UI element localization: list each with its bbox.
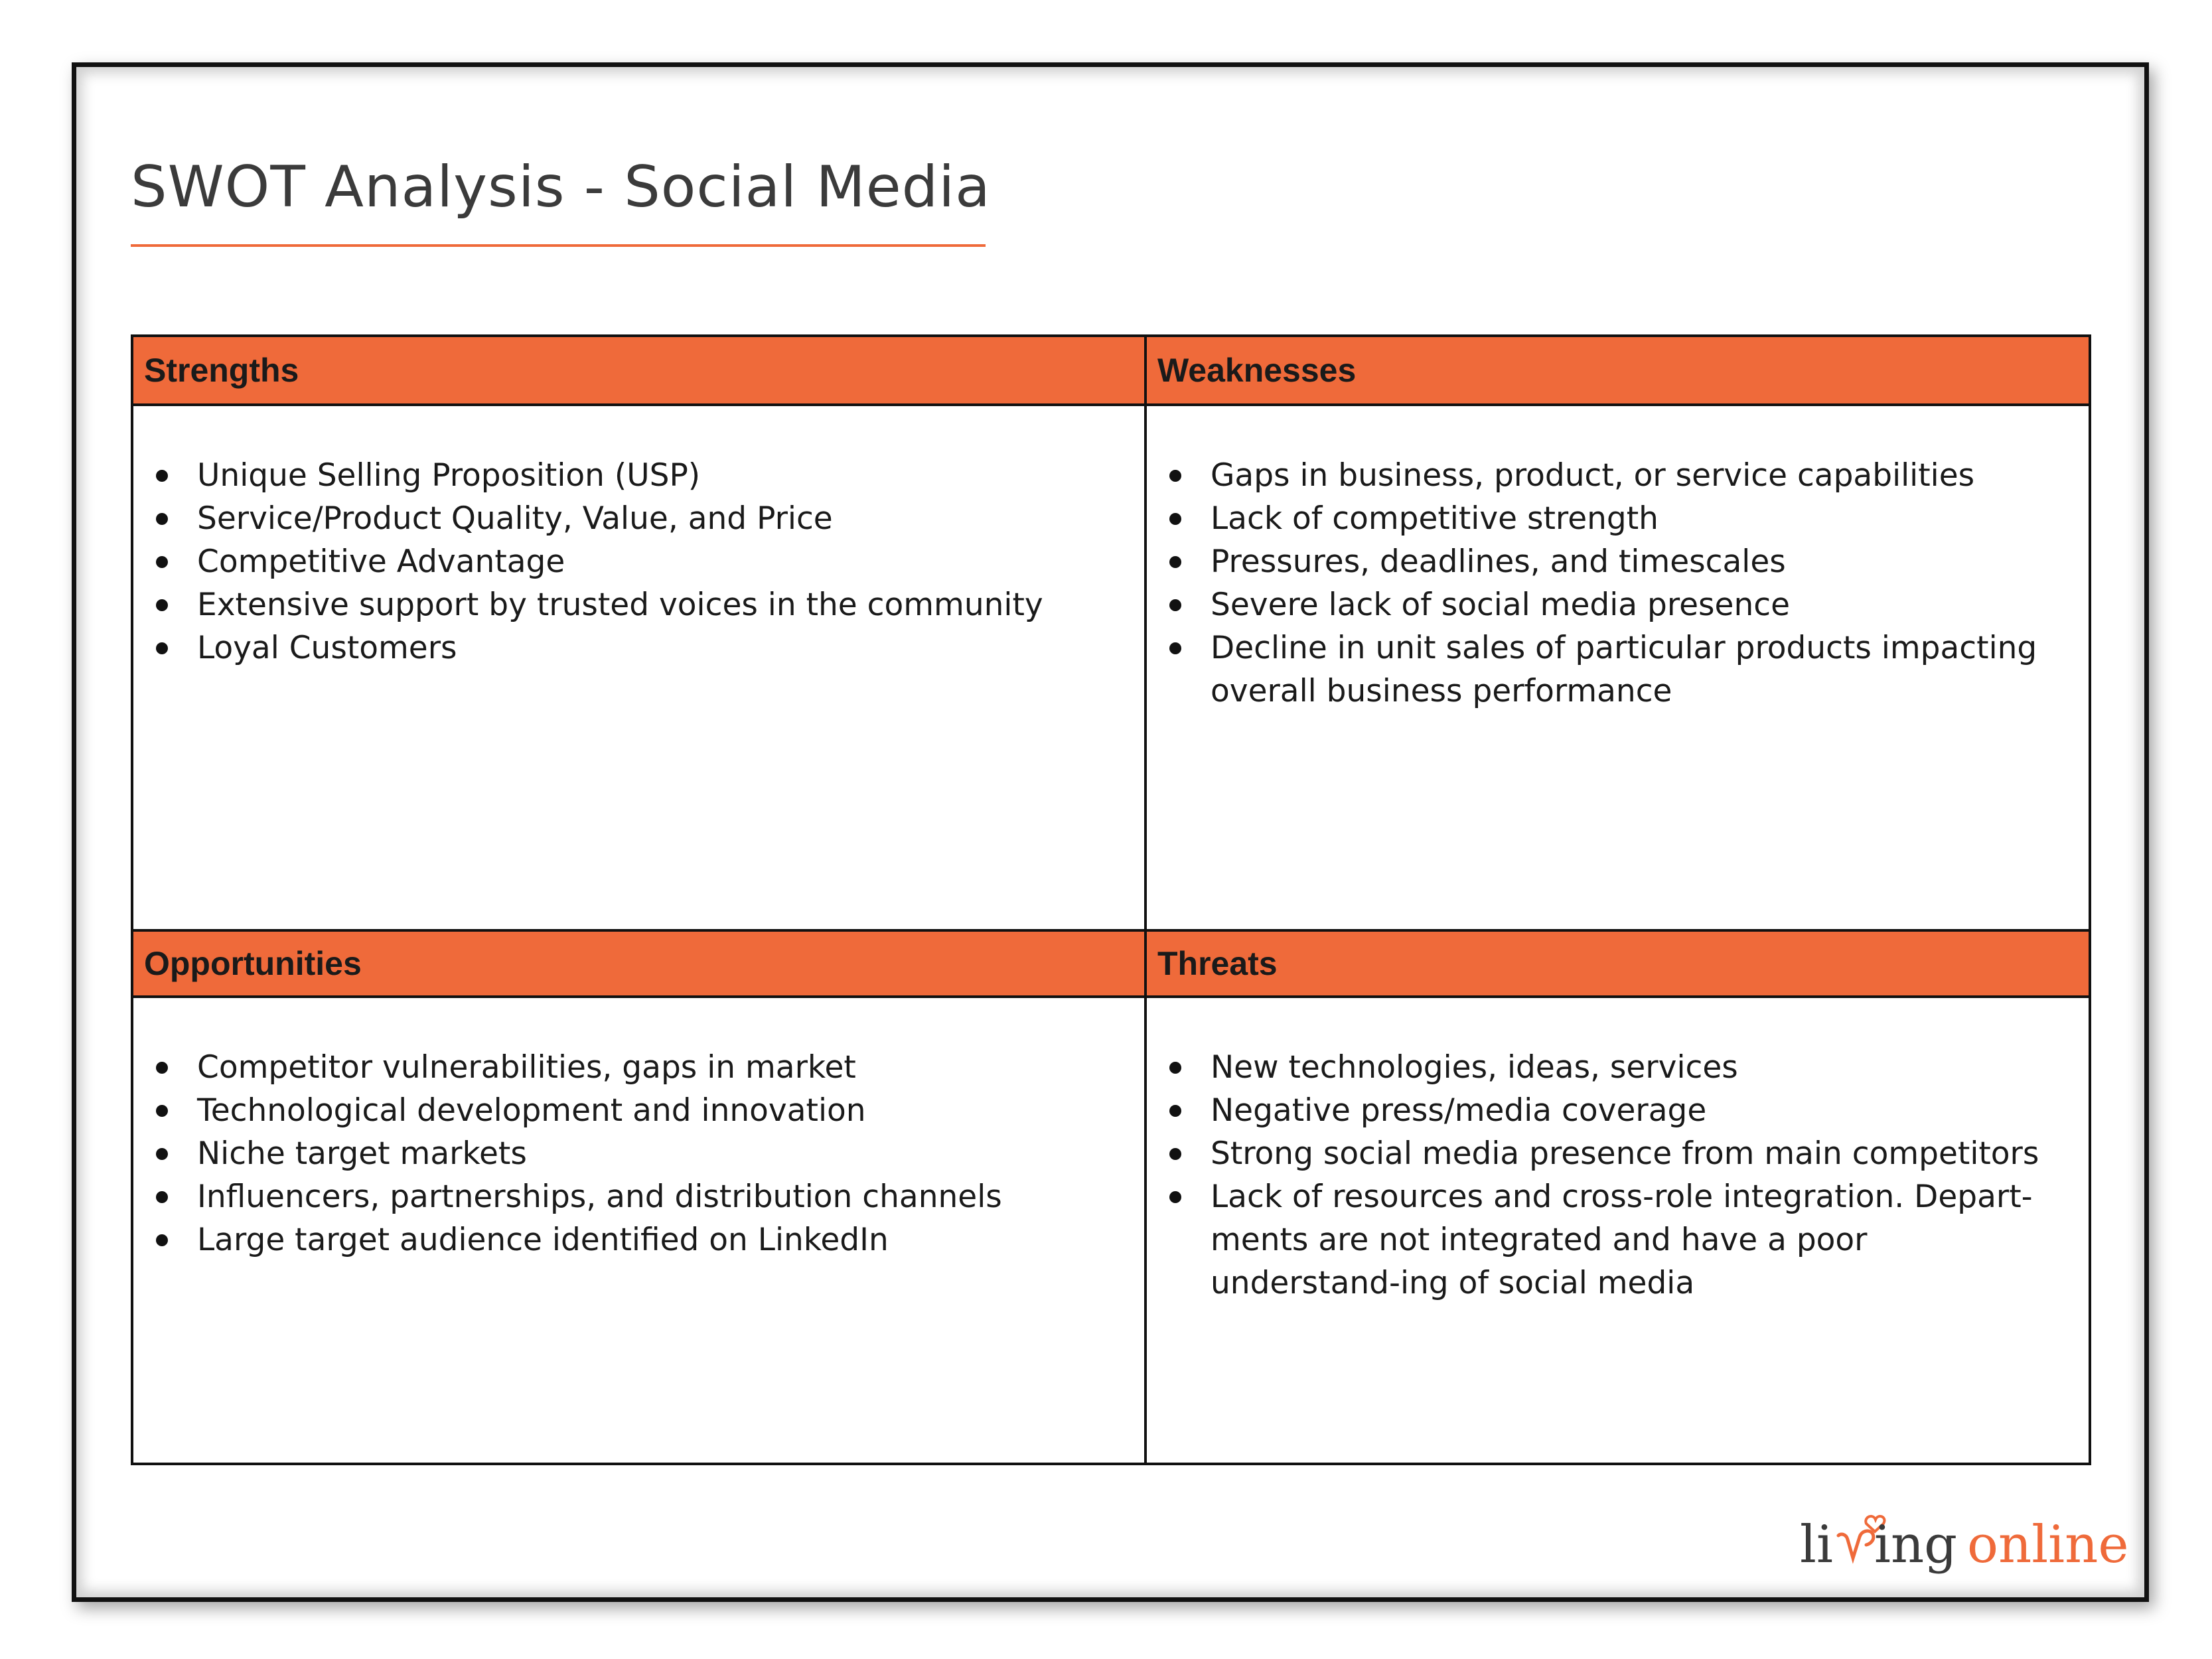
opportunities-cell [132, 997, 1145, 1464]
threats-item: Strong social media presence from main competitors [1211, 1132, 2062, 1175]
logo-text-li: li [1800, 1515, 1833, 1575]
opportunities-item: Influencers, partnerships, and distribution channels [197, 1175, 1118, 1218]
strengths-item: Loyal Customers [197, 626, 1118, 670]
strengths-heading: Strengths [144, 352, 299, 389]
threats-heading: Threats [1157, 945, 1278, 982]
strengths-item: Service/Product Quality, Value, and Price [197, 497, 1118, 540]
strengths-item: Unique Selling Proposition (USP) [197, 454, 1118, 497]
logo-text-ing: ing [1874, 1515, 1958, 1575]
opportunities-item: Large target audience identified on LinkedIn [197, 1218, 1118, 1262]
strengths-header-cell [132, 336, 1145, 405]
livingonline-logo [1800, 1506, 2132, 1579]
page-title: SWOT Analysis - Social Media [131, 154, 991, 220]
opportunities-item: Technological development and innovation [197, 1089, 1118, 1132]
strengths-list [133, 406, 1144, 670]
threats-header-cell [1145, 930, 2090, 997]
header-row-bottom [132, 930, 2090, 997]
strengths-item: Extensive support by trusted voices in the community [197, 583, 1118, 626]
threats-cell [1145, 997, 2090, 1464]
logo-mark [1800, 1506, 2132, 1579]
opportunities-header-cell [132, 930, 1145, 997]
weaknesses-list [1147, 406, 2089, 713]
opportunities-item: Competitor vulnerabilities, gaps in market [197, 1046, 1118, 1089]
title-underline [131, 244, 986, 247]
weaknesses-header-cell [1145, 336, 2090, 405]
opportunities-item: Niche target markets [197, 1132, 1118, 1175]
weaknesses-item: Pressures, deadlines, and timescales [1211, 540, 2062, 583]
strengths-cell [132, 405, 1145, 930]
opportunities-list [133, 998, 1144, 1262]
weaknesses-item: Lack of competitive strength [1211, 497, 2062, 540]
weaknesses-cell [1145, 405, 2090, 930]
threats-item: New technologies, ideas, services [1211, 1046, 2062, 1089]
weaknesses-item: Severe lack of social media presence [1211, 583, 2062, 626]
weaknesses-item: Gaps in business, product, or service capabilities [1211, 454, 2062, 497]
threats-list [1147, 998, 2089, 1305]
weaknesses-item: Decline in unit sales of particular products impacting overall business performance [1211, 626, 2062, 713]
opportunities-heading: Opportunities [144, 945, 362, 982]
threats-item: Lack of resources and cross-role integration. Depart-ments are not integrated and have a poor understand-ing of social media [1211, 1175, 2062, 1305]
weaknesses-heading: Weaknesses [1157, 352, 1357, 389]
body-row-bottom [132, 997, 2090, 1464]
body-row-top [132, 405, 2090, 930]
logo-text-online: online [1967, 1515, 2129, 1575]
header-row-top [132, 336, 2090, 405]
strengths-item: Competitive Advantage [197, 540, 1118, 583]
threats-item: Negative press/media coverage [1211, 1089, 2062, 1132]
swot-table [131, 334, 2091, 1465]
